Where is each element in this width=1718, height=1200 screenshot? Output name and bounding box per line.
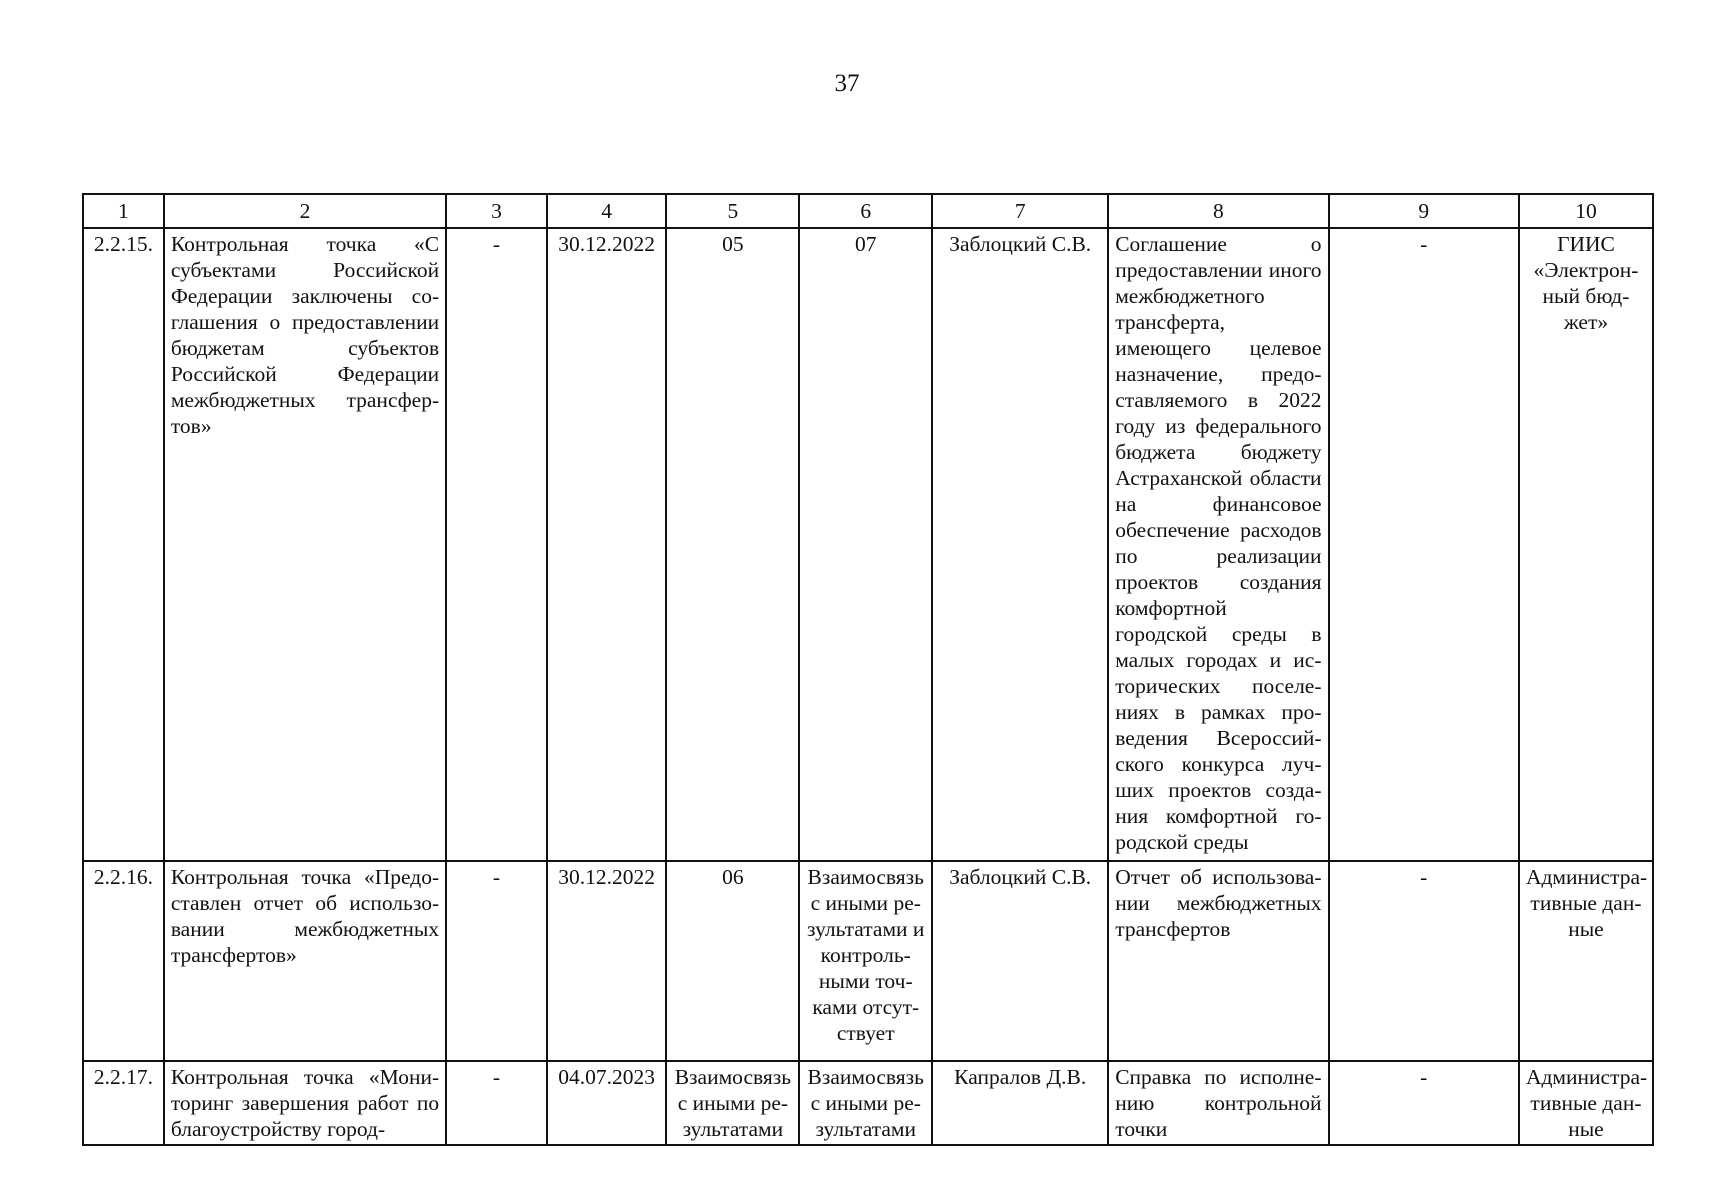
header-col-7: 7: [932, 194, 1108, 228]
cell-col-6: 07: [799, 228, 932, 861]
cell-col-5: 05: [666, 228, 799, 861]
row-number: 2.2.15.: [83, 228, 164, 861]
control-point-name: Контрольная точка «Предоставлен отчет об использовании межбюджетных трансфертов»: [164, 861, 446, 1061]
due-date: 30.12.2022: [547, 228, 667, 861]
document-type: Отчет об использовании межбюджетных трансфертов: [1108, 861, 1328, 1061]
responsible-person: Заблоцкий С.В.: [932, 228, 1108, 861]
due-date: 04.07.2023: [547, 1061, 667, 1145]
header-col-2: 2: [164, 194, 446, 228]
header-col-4: 4: [547, 194, 667, 228]
cell-col-3: -: [446, 228, 547, 861]
header-row: [83, 194, 1653, 228]
header-col-5: 5: [666, 194, 799, 228]
header-col-6: 6: [799, 194, 932, 228]
responsible-person: Капралов Д.В.: [932, 1061, 1108, 1145]
cell-col-9: -: [1329, 861, 1519, 1061]
cell-col-9: -: [1329, 228, 1519, 861]
cell-col-6: Взаимосвязь с иными результатами: [799, 1061, 932, 1145]
header-col-1: 1: [83, 194, 164, 228]
header-col-8: 8: [1108, 194, 1328, 228]
information-source: Административные данные: [1519, 1061, 1653, 1145]
cell-col-9: -: [1329, 1061, 1519, 1145]
header-col-3: 3: [446, 194, 547, 228]
cell-col-3: -: [446, 1061, 547, 1145]
cell-col-3: -: [446, 861, 547, 1061]
table-row: [83, 861, 1653, 1061]
information-source: Административные данные: [1519, 861, 1653, 1061]
document-type: Справка по исполнению контрольной точки: [1108, 1061, 1328, 1145]
header-col-10: 10: [1519, 194, 1653, 228]
cell-col-6: Взаимосвязь с иными результатами и контрольными точками отсутствует: [799, 861, 932, 1061]
page-number: 37: [834, 70, 860, 97]
cell-col-5: Взаимосвязь с иными результатами: [666, 1061, 799, 1145]
row-number: 2.2.17.: [83, 1061, 164, 1145]
due-date: 30.12.2022: [547, 861, 667, 1061]
cell-col-5: 06: [666, 861, 799, 1061]
table-row: [83, 228, 1653, 861]
header-col-9: 9: [1329, 194, 1519, 228]
plan-table: [82, 193, 1654, 1146]
table-row: [83, 1061, 1653, 1145]
responsible-person: Заблоцкий С.В.: [932, 861, 1108, 1061]
information-source: ГИИС «Электронный бюджет»: [1519, 228, 1653, 861]
control-point-name: Контрольная точка «Мониторинг завершения работ по благоустройству город-: [164, 1061, 446, 1145]
document-type: Соглашение о предоставлении иного межбюджетного трансферта, имеющего целевое назначение, предоставляемого в 2022 году из федерального бюджета бюджету Астраханской области на финансовое обеспечение расходов по реализации проектов создания комфортной городской среды в малых городах и исторических поселениях в рамках проведения Всероссийского конкурса лучших проектов создания комфортной городской среды: [1108, 228, 1328, 861]
row-number: 2.2.16.: [83, 861, 164, 1061]
control-point-name: Контрольная точка «С субъектами Российской Федерации заключены соглашения о предоставлении бюджетам субъектов Российской Федерации межбюджетных трансфертов»: [164, 228, 446, 861]
